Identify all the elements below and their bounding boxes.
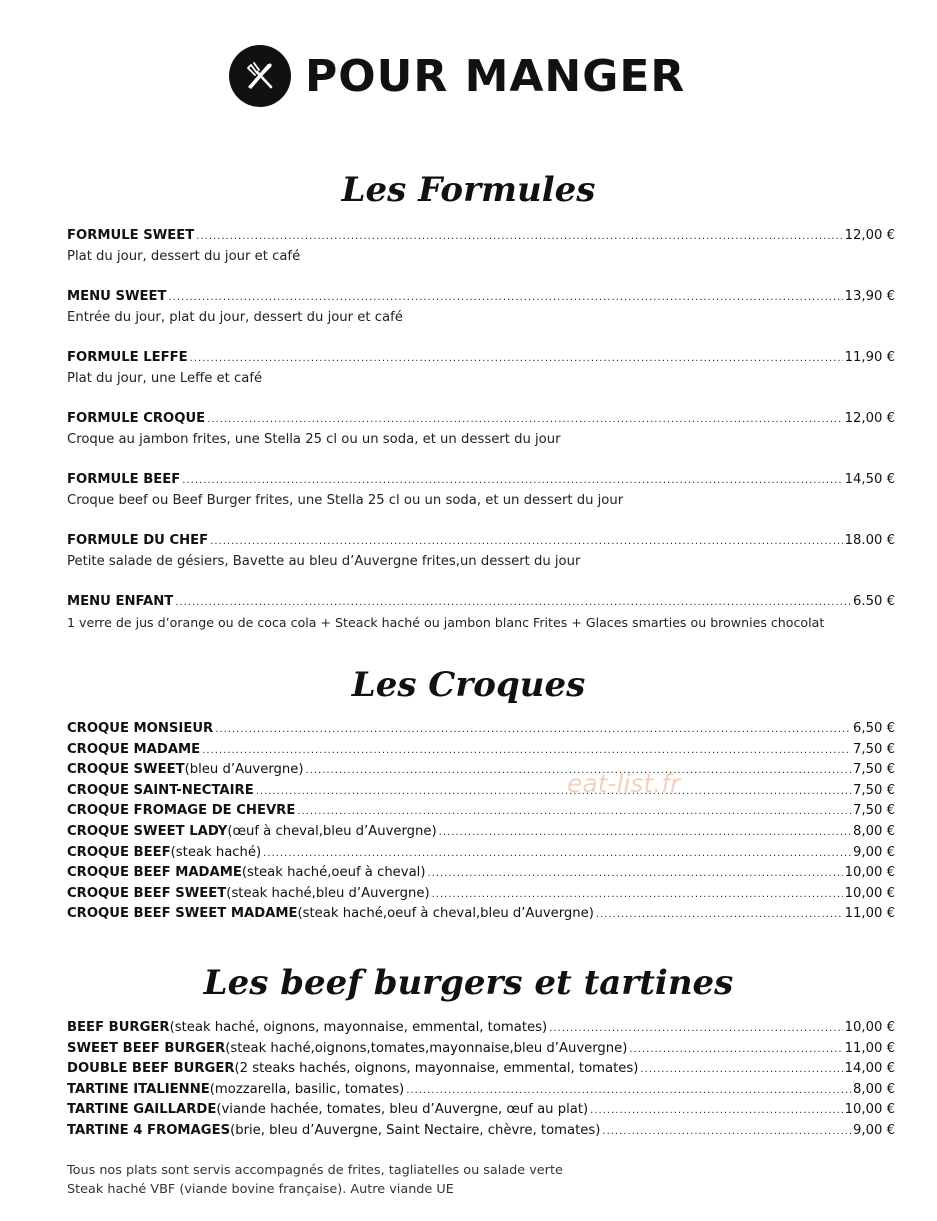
item-description: Plat du jour, une Leffe et café	[67, 370, 263, 386]
item-description: Petite salade de gésiers, Bavette au bleu d’Auvergne frites,un dessert du jour	[67, 553, 581, 569]
item-name: TARTINE GAILLARDE	[67, 1102, 217, 1118]
item-price: 8,00 €	[853, 823, 895, 839]
section-title-burgers: Les beef burgers et tartines	[203, 963, 734, 1003]
item-name: CROQUE BEEF	[67, 844, 171, 860]
item-description: Croque beef ou Beef Burger frites, une Stella 25 cl ou un soda, et un dessert du jour	[67, 492, 624, 508]
list-item	[67, 781, 895, 802]
item-description: (steak haché)	[170, 844, 262, 860]
item-price: 13,90 €	[844, 289, 895, 304]
list-item	[67, 1018, 895, 1039]
formule-item	[67, 287, 895, 348]
item-description: (brie, bleu d’Auvergne, Saint Nectaire, chèvre, tomates)	[230, 1122, 601, 1138]
item-name: CROQUE MONSIEUR	[67, 721, 214, 736]
list-item	[67, 801, 895, 822]
item-description: (bleu d’Auvergne)	[184, 762, 304, 778]
item-name: MENU SWEET	[67, 289, 167, 304]
item-price: 12,00 €	[844, 411, 895, 426]
section-title-formules: Les Formules	[341, 170, 596, 210]
item-price: 6.50 €	[853, 594, 895, 609]
item-description: (steak haché,oeuf à cheval)	[241, 865, 426, 881]
menu-header	[229, 44, 685, 108]
item-description: (viande hachée, tomates, bleu d’Auvergne, œuf au plat)	[216, 1102, 589, 1118]
formule-item	[67, 348, 895, 409]
item-description: (steak haché, oignons, mayonnaise, emmental, tomates)	[169, 1020, 548, 1035]
item-name: MENU ENFANT	[67, 594, 174, 609]
item-name: DOUBLE BEEF BURGER	[67, 1061, 235, 1077]
item-description: (steak haché,bleu d’Auvergne)	[226, 885, 430, 901]
item-description: Croque au jambon frites, une Stella 25 cl ou un soda, et un dessert du jour	[67, 431, 561, 447]
list-item	[67, 719, 895, 740]
item-name: TARTINE ITALIENNE	[67, 1081, 210, 1097]
item-description: (2 steaks hachés, oignons, mayonnaise, emmental, tomates)	[234, 1061, 639, 1077]
item-name: FORMULE BEEF	[67, 472, 181, 487]
item-name: CROQUE BEEF SWEET	[67, 885, 227, 901]
list-item	[67, 1080, 895, 1101]
item-price: 10,00 €	[844, 885, 895, 901]
item-price: 10,00 €	[844, 1102, 895, 1118]
croques-list	[67, 719, 895, 925]
item-description: (steak haché,oeuf à cheval,bleu d’Auvergne)	[297, 906, 594, 922]
formule-item	[67, 226, 895, 287]
item-name: CROQUE SAINT-NECTAIRE	[67, 782, 254, 798]
burgers-list	[67, 1018, 895, 1142]
list-item	[67, 1121, 895, 1142]
item-price: 14,50 €	[844, 472, 895, 487]
item-name: TARTINE 4 FROMAGES	[67, 1122, 231, 1138]
list-item	[67, 884, 895, 905]
item-price: 9,00 €	[853, 1122, 895, 1138]
formule-item	[67, 592, 895, 653]
list-item	[67, 863, 895, 884]
item-name: FORMULE DU CHEF	[67, 533, 209, 548]
list-item	[67, 904, 895, 925]
item-name: BEEF BURGER	[67, 1020, 170, 1035]
list-item	[67, 1039, 895, 1060]
item-price: 7,50 €	[853, 741, 895, 757]
formule-item	[67, 531, 895, 592]
item-price: 8,00 €	[853, 1081, 895, 1097]
page-title: POUR MANGER	[305, 50, 686, 102]
item-name: FORMULE CROQUE	[67, 411, 206, 426]
watermark: eat-list.fr	[567, 769, 681, 798]
list-item	[67, 822, 895, 843]
item-name: CROQUE FROMAGE DE CHEVRE	[67, 803, 296, 819]
item-name: CROQUE BEEF MADAME	[67, 865, 242, 881]
item-description: (mozzarella, basilic, tomates)	[209, 1081, 405, 1097]
item-price: 10,00 €	[844, 865, 895, 881]
item-description: Entrée du jour, plat du jour, dessert du jour et café	[67, 309, 403, 325]
list-item	[67, 740, 895, 761]
item-name: FORMULE LEFFE	[67, 350, 188, 365]
footnote-line: Steak haché VBF (viande bovine française). Autre viande UE	[67, 1182, 454, 1197]
item-price: 11,00 €	[844, 906, 895, 922]
item-price: 7,50 €	[853, 803, 895, 819]
item-description: (œuf à cheval,bleu d’Auvergne)	[227, 823, 437, 839]
footnotes	[67, 1161, 563, 1199]
item-price: 18.00 €	[844, 533, 895, 548]
list-item	[67, 1059, 895, 1080]
item-name: CROQUE BEEF SWEET MADAME	[67, 906, 298, 922]
item-description: (steak haché,oignons,tomates,mayonnaise,bleu d’Auvergne)	[225, 1040, 628, 1056]
footnote-line: Tous nos plats sont servis accompagnés de frites, tagliatelles ou salade verte	[67, 1163, 563, 1178]
item-name: SWEET BEEF BURGER	[67, 1040, 226, 1056]
list-item	[67, 1100, 895, 1121]
formule-item	[67, 470, 895, 531]
item-price: 14,00 €	[844, 1061, 895, 1077]
formules-list	[67, 226, 895, 653]
item-name: CROQUE MADAME	[67, 741, 201, 757]
item-price: 11,00 €	[844, 1040, 895, 1056]
item-name: CROQUE SWEET LADY	[67, 823, 228, 839]
item-price: 9,00 €	[853, 844, 895, 860]
list-item	[67, 760, 895, 781]
item-description: 1 verre de jus d’orange ou de coca cola + Steack haché ou jambon blanc Frites + Glaces smarties ou brownies chocolat	[67, 614, 825, 630]
item-description: Plat du jour, dessert du jour et café	[67, 248, 301, 264]
item-price: 12,00 €	[844, 228, 895, 243]
list-item	[67, 843, 895, 864]
item-name: FORMULE SWEET	[67, 228, 195, 243]
item-price: 11,90 €	[844, 350, 895, 365]
cutlery-icon	[229, 45, 291, 107]
formule-item	[67, 409, 895, 470]
item-price: 10,00 €	[844, 1020, 895, 1035]
item-name: CROQUE SWEET	[67, 762, 185, 778]
item-price: 6,50 €	[853, 721, 895, 736]
section-title-croques: Les Croques	[351, 665, 586, 705]
item-price: 7,50 €	[853, 782, 895, 798]
item-price: 7,50 €	[853, 762, 895, 778]
